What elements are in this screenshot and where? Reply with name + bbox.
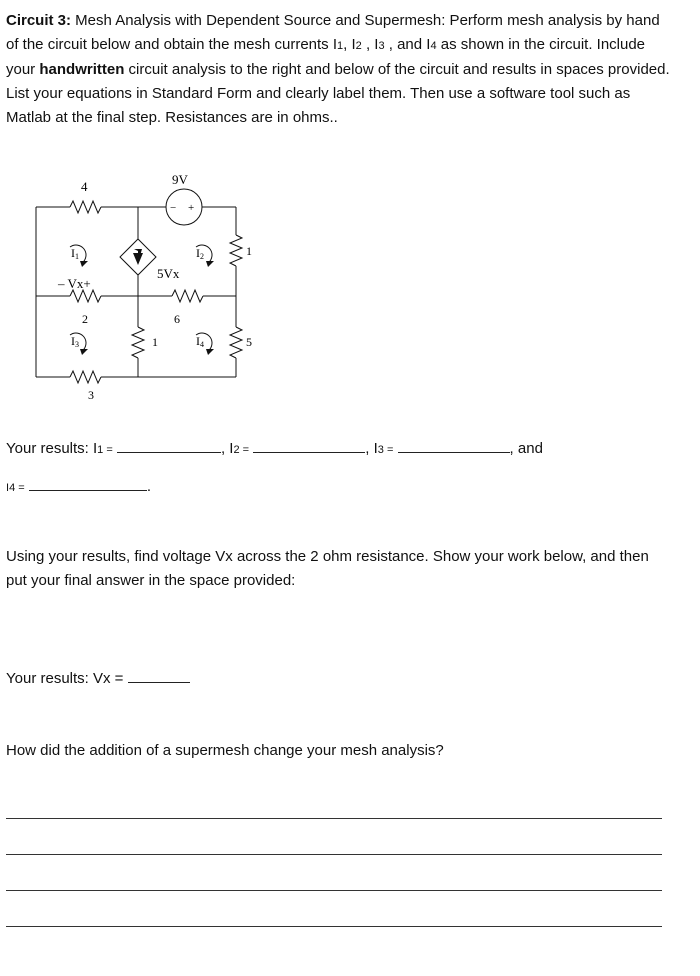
label-i2: I2: [196, 246, 204, 261]
label-r-5: 5: [246, 335, 252, 349]
answer-line-2[interactable]: [6, 854, 662, 855]
label-i3: I3: [71, 334, 79, 349]
vx-result-line: Your results: Vx =: [6, 668, 190, 687]
answer-line-1[interactable]: [6, 818, 662, 819]
supermesh-question: How did the addition of a supermesh change your mesh analysis?: [6, 742, 444, 759]
label-r-bottom: 3: [88, 388, 94, 402]
label-r-6: 6: [174, 312, 180, 326]
label-src-minus: −: [170, 202, 177, 214]
problem-title: Circuit 3:: [6, 12, 72, 29]
label-vx: – Vx+: [58, 276, 91, 291]
i3-answer-blank[interactable]: [398, 438, 510, 453]
results-line: Your results: I1 = , I2 = , I3 = , and: [6, 440, 543, 457]
label-i4: I4: [196, 334, 204, 349]
label-9v: 9V: [172, 172, 188, 187]
i2-answer-blank[interactable]: [253, 438, 365, 453]
label-5vx: 5Vx: [157, 266, 180, 281]
answer-line-4[interactable]: [6, 926, 662, 927]
label-src-plus: +: [188, 202, 195, 214]
results-line-2: I4 = .: [6, 478, 152, 495]
label-r-2: 2: [82, 312, 88, 326]
label-r-mid: 1: [152, 335, 158, 349]
label-i1: I1: [71, 246, 79, 261]
answer-line-3[interactable]: [6, 890, 662, 891]
vx-question: Using your results, find voltage Vx across the 2 ohm resistance. Show your work below, and then put your final answer in the space provided:: [6, 548, 649, 589]
label-r-top: 4: [81, 179, 88, 194]
bold-handwritten: handwritten: [39, 61, 125, 78]
problem-statement: Circuit 3: Mesh Analysis with Dependent Source and Supermesh: Perform mesh analysis by hand of the circuit below and obtain the mesh currents I1, I2 , I3 , and I4 as shown in the circuit. Include your handwritten circuit analysis to the right and below of the circuit and results in spaces provided. List your equations in Standard Form and clearly label them. Then use a software tool such as Matlab at the final step. Resistances are in ohms..: [6, 12, 670, 126]
circuit-diagram: [0, 165, 280, 410]
vx-answer-blank[interactable]: [128, 668, 190, 683]
i4-answer-blank[interactable]: [29, 476, 147, 491]
label-r-right-top: 1: [246, 244, 252, 258]
i1-answer-blank[interactable]: [117, 438, 221, 453]
